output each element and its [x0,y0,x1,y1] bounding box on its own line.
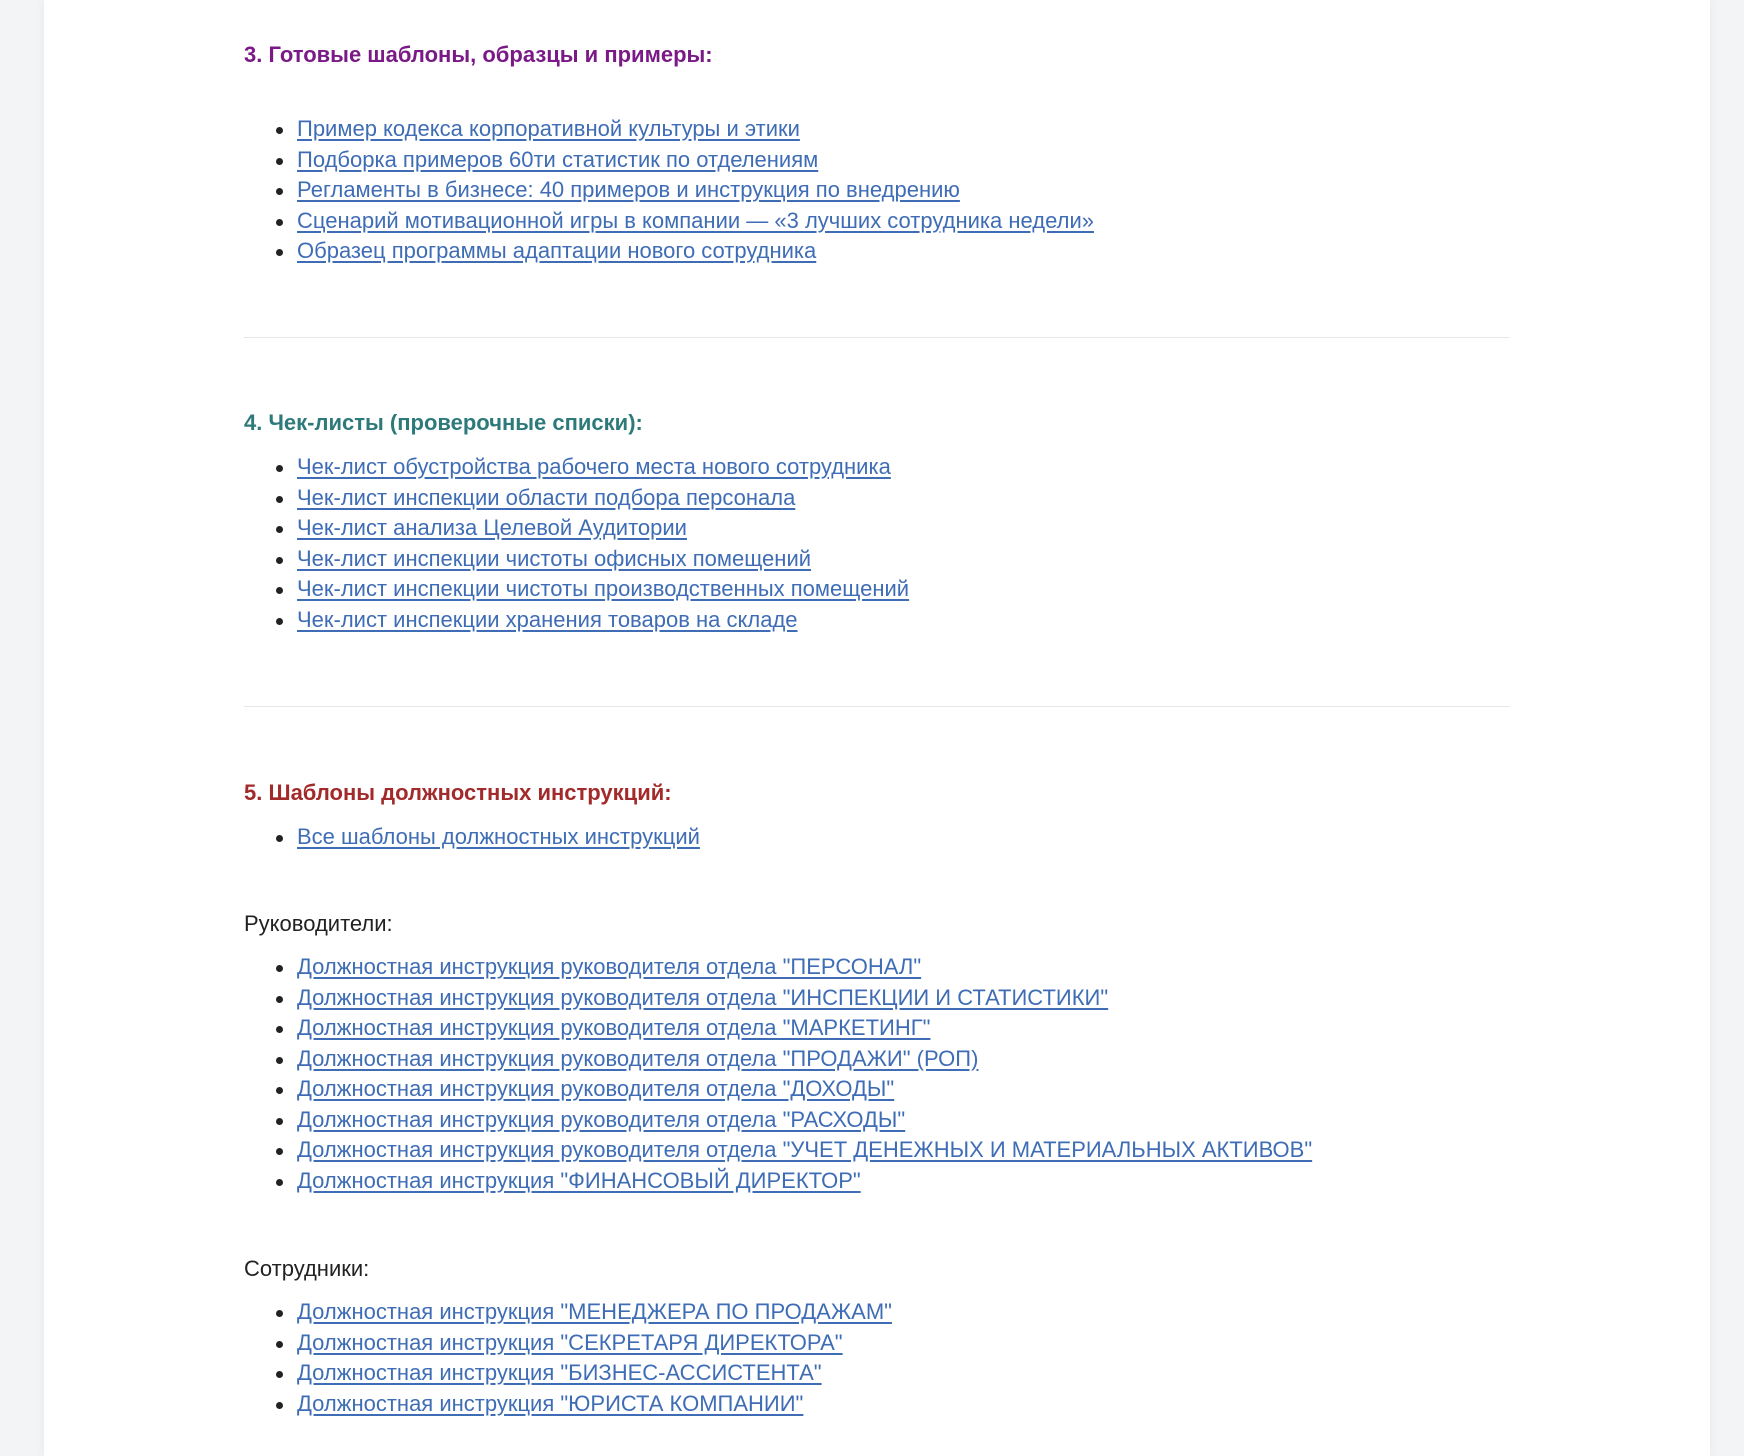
section-job-descriptions-title: 5. Шаблоны должностных инструкций: [244,780,672,805]
section-templates-title: 3. Готовые шаблоны, образцы и примеры: [244,42,713,67]
bullet-icon [276,965,283,972]
article-link[interactable]: Образец программы адаптации нового сотрудника [297,238,817,263]
bullet-icon [276,526,283,533]
list-item [244,1074,1312,1105]
bullet-icon [276,1371,283,1378]
article-link[interactable]: Сценарий мотивационной игры в компании — «3 лучших сотрудника недели» [297,207,1094,233]
list-item [244,452,909,483]
bullet-icon [276,835,283,842]
list-item [244,1358,892,1389]
article-link[interactable]: Должностная инструкция руководителя отдела "РАСХОДЫ" [297,1106,906,1132]
list-item [244,1297,892,1328]
bullet-icon [276,557,283,564]
list-item [244,544,909,575]
list-item [244,145,1094,176]
bullet-icon [276,587,283,594]
list-item [244,513,909,544]
all-job-descriptions-link-list [244,822,700,853]
article-link[interactable]: Пример кодекса корпоративной культуры и этики [297,116,800,141]
list-item [244,952,1312,983]
list-item [244,1044,1312,1075]
bullet-icon [276,1402,283,1409]
section-divider [244,337,1510,338]
article-link[interactable]: Должностная инструкция руководителя отдела "УЧЕТ ДЕНЕЖНЫХ И МАТЕРИАЛЬНЫХ АКТИВОВ" [297,1137,1313,1162]
bullet-icon [276,127,283,134]
article-link[interactable]: Должностная инструкция руководителя отдела "ИНСПЕКЦИИ И СТАТИСТИКИ" [297,984,1109,1010]
article-link[interactable]: Должностная инструкция "МЕНЕДЖЕРА ПО ПРОДАЖАМ" [297,1299,892,1324]
list-item [244,206,1094,237]
article-link[interactable]: Должностная инструкция руководителя отдела "ПРОДАЖИ" (РОП) [297,1045,979,1071]
list-item [244,574,909,605]
article-link[interactable]: Чек-лист инспекции чистоты офисных помещений [297,545,812,571]
article-link[interactable]: Должностная инструкция руководителя отдела "ДОХОДЫ" [297,1076,895,1101]
bullet-icon [276,1118,283,1125]
bullet-icon [276,465,283,472]
section-checklists-title: 4. Чек-листы (проверочные списки): [244,410,643,435]
bullet-icon [276,1310,283,1317]
bullet-icon [276,1087,283,1094]
article-link[interactable]: Чек-лист инспекции хранения товаров на складе [297,606,798,632]
section-divider [244,706,1510,707]
article-link[interactable]: Должностная инструкция "СЕКРЕТАРЯ ДИРЕКТОРА" [297,1329,843,1355]
list-item [244,483,909,514]
list-item [244,605,909,636]
article-link[interactable]: Чек-лист инспекции области подбора персонала [297,484,796,510]
bullet-icon [276,1148,283,1155]
article-link[interactable]: Должностная инструкция руководителя отдела "ПЕРСОНАЛ" [297,954,922,979]
managers-link-list [244,952,1312,1196]
bullet-icon [276,1057,283,1064]
article-link[interactable]: Все шаблоны должностных инструкций [297,824,700,849]
article-link[interactable]: Чек-лист обустройства рабочего места нового сотрудника [297,454,891,479]
managers-label: Руководители: [244,911,393,936]
employees-label: Сотрудники: [244,1256,370,1281]
list-item [244,175,1094,206]
bullet-icon [276,158,283,165]
bullet-icon [276,249,283,256]
checklists-link-list [244,452,909,635]
article-link[interactable]: Должностная инструкция "БИЗНЕС-АССИСТЕНТА" [297,1360,822,1385]
list-item [244,114,1094,145]
bullet-icon [276,1179,283,1186]
list-item [244,822,700,853]
bullet-icon [276,1341,283,1348]
bullet-icon [276,1026,283,1033]
employees-link-list [244,1297,892,1419]
list-item [244,236,1094,267]
article-link[interactable]: Чек-лист анализа Целевой Аудитории [297,515,687,540]
article-link[interactable]: Должностная инструкция "ФИНАНСОВЫЙ ДИРЕКТОР" [297,1167,861,1193]
bullet-icon [276,219,283,226]
list-item [244,1105,1312,1136]
list-item [244,1389,892,1420]
templates-link-list [244,114,1094,267]
article-page [44,0,1710,1456]
article-link[interactable]: Должностная инструкция "ЮРИСТА КОМПАНИИ" [297,1390,804,1416]
article-link[interactable]: Регламенты в бизнесе: 40 примеров и инструкция по внедрению [297,177,960,202]
list-item [244,1135,1312,1166]
bullet-icon [276,618,283,625]
list-item [244,983,1312,1014]
list-item [244,1328,892,1359]
bullet-icon [276,496,283,503]
list-item [244,1166,1312,1197]
article-link[interactable]: Подборка примеров 60ти статистик по отделениям [297,146,819,172]
bullet-icon [276,996,283,1003]
article-link[interactable]: Должностная инструкция руководителя отдела "МАРКЕТИНГ" [297,1015,931,1040]
bullet-icon [276,188,283,195]
list-item [244,1013,1312,1044]
article-link[interactable]: Чек-лист инспекции чистоты производственных помещений [297,576,910,601]
